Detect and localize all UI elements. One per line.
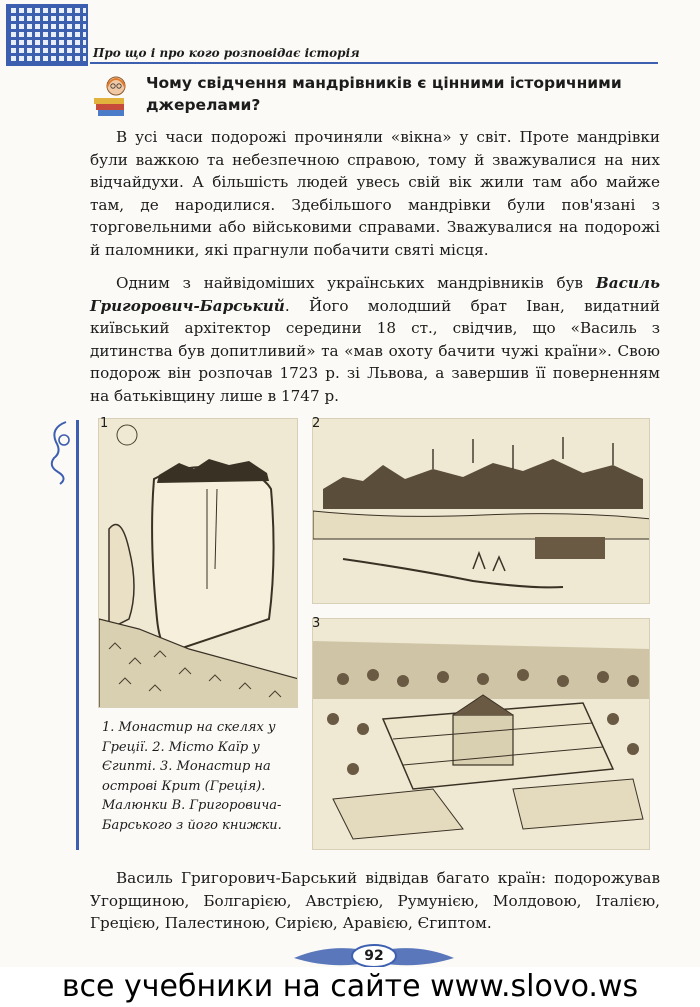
ornament-icon [46, 418, 76, 488]
paragraph-barsky [90, 272, 660, 407]
paragraph-countries: Василь Григорович-Барський відвідав багато країн: подорожував Угорщиною, Болгарією, Австрією, Румунією, Молдовою, Італією, Грецією, Палестиною, Сирією, Аравією, Єгиптом. [90, 869, 660, 932]
header-divider [90, 62, 658, 64]
figure-margin-line [76, 420, 79, 850]
figure-caption: 1. Монастир на скелях у Греції. 2. Місто Каїр у Єгипті. 3. Монастир на острові Крит (Греція). Малюнки В. Григоровича-Барського з його книжки. [102, 720, 282, 833]
figure-monastery-crete [312, 618, 650, 850]
running-header: Про що і про кого розповідає історія [93, 46, 360, 60]
footer-watermark: все учебники на сайте www.slovo.ws [0, 967, 700, 1007]
cairo-city-drawing [313, 419, 650, 604]
figure-number-2: 2 [312, 416, 321, 431]
monastery-rock-drawing [99, 419, 298, 708]
question-heading: Чому свідчення мандрівників є цінними історичними джерелами? [146, 74, 622, 114]
page-number: 92 [364, 948, 384, 964]
figure-number-1: 1 [100, 416, 109, 431]
paragraph-travel: В усі часи подорожі прочиняли «вікна» у світ. Проте мандрівки були важкою та небезпечною справою, тому й зважувалися на них відчайдухи. А більшість людей увесь свій вік жили там або майже там, де народилися. Здебільшого мандрівки були пов'язані з торговельними або військовими справами. Зважувалися на подорожі й паломники, які прагнули побачити святі місця. [90, 128, 660, 259]
paragraph-barsky-intro: Одним з найвідоміших українських мандрівників був [116, 274, 596, 292]
figure-cairo-egypt [312, 418, 650, 604]
traveler-name: Василь Григорович-Барський [90, 274, 660, 315]
chapter-logo-icon [6, 4, 88, 66]
crete-monastery-drawing [313, 619, 650, 850]
reading-girl-icon [92, 74, 132, 120]
figure-monastery-greece [98, 418, 298, 708]
figure-number-3: 3 [312, 616, 321, 631]
paragraph-barsky-rest: . Його молодший брат Іван, видатний київський архітектор середини 18 ст., свідчив, що «Василь з дитинства був допитливий» та «мав охоту бачити чужі країни». Свою подорож він розпочав 1723 р. зі Львова, а завершив її поверненням на батьківщину лише в 1747 р. [90, 296, 660, 405]
